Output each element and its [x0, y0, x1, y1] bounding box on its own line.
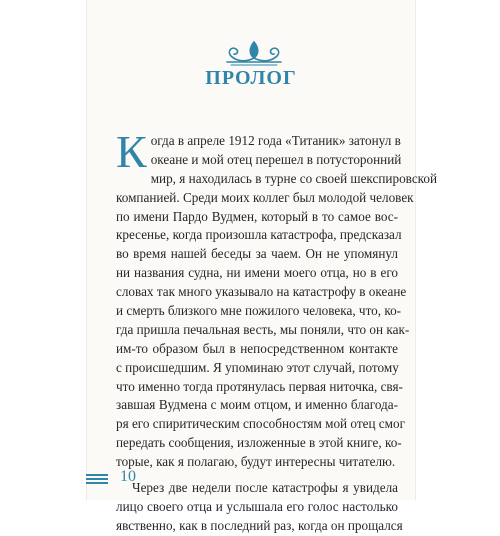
footer-rule-line: [86, 482, 108, 484]
text-line: лицо своего отца и услышала его голос настолько: [116, 498, 398, 514]
drop-cap: К: [116, 126, 147, 177]
paragraph-2: [116, 479, 403, 536]
text-line: океане и мой отец перешел в потусторонний: [150, 151, 402, 167]
text-line: торые, как я полагаю, будут интересны читателю.: [116, 454, 396, 470]
text-line: и смерть близкого мне пожилого человека, что, ко-: [116, 303, 402, 319]
text-line: с происшедшим. Я упоминаю этот случай, потому: [116, 359, 399, 375]
text-line: Через две недели после катастрофы я увидела: [132, 480, 398, 496]
chapter-body: [116, 126, 438, 536]
footer-rule-line: [86, 478, 108, 480]
text-line: компанией. Среди моих коллег был молодой человек: [116, 189, 414, 205]
text-line: им-то образом был в непосредственном контакте: [116, 340, 398, 356]
text-line: во время нашей беседы за чаем. Он не упомянул: [116, 246, 398, 262]
paragraph-1: [116, 126, 438, 472]
text-line: мир, я находилась в турне со своей шекспировской: [150, 170, 438, 186]
text-line: ни названия судна, ни имени моего отца, но в его: [116, 265, 398, 281]
text-line: по имени Пардо Вудмен, который в то самое вос-: [116, 208, 398, 224]
footer-rule: [86, 474, 108, 486]
text-line: ря его спиритическим способностям мой отец смог: [116, 416, 405, 432]
text-line: кресенье, когда произошла катастрофа, предсказал: [116, 227, 402, 243]
text-line: завшая Вудмена с моим отцом, и именно благода-: [116, 397, 398, 413]
page-number: 10: [120, 468, 136, 485]
text-line: явственно, как в последний раз, когда он прощался: [116, 517, 403, 533]
text-line: что именно тогда протянулась первая ниточка, свя-: [116, 378, 403, 394]
ornament-icon: [219, 38, 289, 68]
chapter-title: ПРОЛОГ: [205, 67, 297, 89]
text-line: словах так много указывало на катастрофу в океане: [116, 284, 407, 300]
text-line: передать сообщения, изложенные в этой книге, ко-: [116, 435, 402, 451]
text-line: огда в апреле 1912 года «Титаник» затонул в: [150, 133, 401, 148]
footer-rule-line: [86, 474, 108, 476]
text-line: гда пришла печальная весть, мы поняли, что он как-: [116, 321, 410, 337]
